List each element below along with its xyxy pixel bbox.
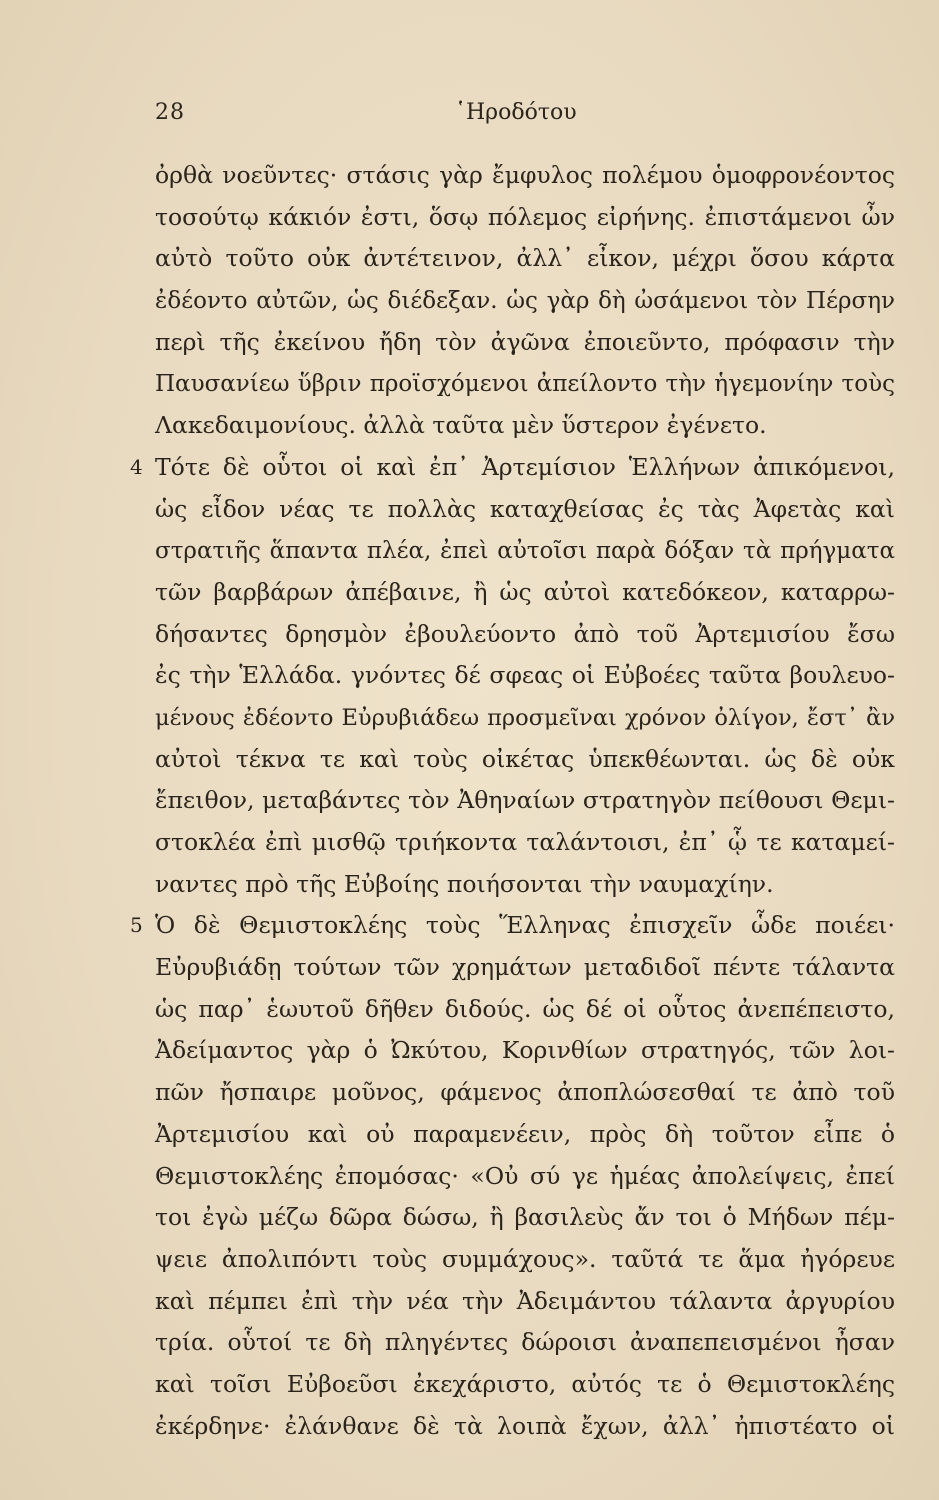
line-text: ὡς παρ᾽ ἑωυτοῦ δῆθεν διδούς. ὡς δέ οἱ οὗτος ἀνεπέπειστο, — [155, 994, 895, 1023]
line-text: μένους ἐδέοντο Εὐρυβιάδεω προσμεῖναι χρόνον ὀλίγον, ἔστ᾽ ἂν — [155, 704, 895, 731]
text-line — [155, 280, 895, 322]
text-line — [155, 238, 895, 280]
line-text: ὡς εἶδον νέας τε πολλὰς καταχθείσας ἐς τὰς Ἀφετὰς καὶ — [155, 494, 895, 523]
text-line — [155, 1364, 895, 1406]
text-line — [155, 822, 895, 864]
text-line — [155, 864, 895, 906]
text-line — [155, 1114, 895, 1156]
line-text: Ἀδείμαντος γὰρ ὁ Ὠκύτου, Κορινθίων στρατηγός, τῶν λοι- — [155, 1036, 895, 1065]
body-text — [130, 155, 895, 1447]
line-text: τοι ἐγὼ μέζω δῶρα δώσω, ἢ βασιλεὺς ἄν τοι ὁ Μήδων πέμ- — [155, 1203, 895, 1232]
text-line — [130, 447, 895, 489]
text-line — [155, 1072, 895, 1114]
running-title: ῾Ηροδότου — [455, 100, 577, 125]
text-line — [155, 405, 895, 447]
text-line — [155, 697, 895, 739]
text-line — [155, 739, 895, 781]
section-number: 4 — [130, 454, 143, 479]
line-text: περὶ τῆς ἐκείνου ἤδη τὸν ἀγῶνα ἐποιεῦντο, πρόφασιν τὴν — [155, 327, 895, 356]
line-text: καὶ τοῖσι Εὐβοεῦσι ἐκεχάριστο, αὐτός τε ὁ Θεμιστοκλέης — [155, 1369, 895, 1398]
text-line — [155, 1156, 895, 1198]
line-text: καὶ πέμπει ἐπὶ τὴν νέα τὴν Ἀδειμάντου τάλαντα ἀργυρίου — [155, 1286, 895, 1315]
line-text: ἐς τὴν Ἑλλάδα. γνόντες δέ σφεας οἱ Εὐβοέες ταῦτα βουλευο- — [155, 661, 895, 690]
text-line — [155, 1406, 895, 1448]
text-line — [155, 1322, 895, 1364]
page-header — [155, 100, 890, 130]
line-text: δήσαντες δρησμὸν ἐβουλεύοντο ἀπὸ τοῦ Ἀρτεμισίου ἔσω — [155, 619, 895, 648]
text-line — [155, 614, 895, 656]
text-line — [130, 905, 895, 947]
line-text: Τότε δὲ οὗτοι οἱ καὶ ἐπ᾽ Ἀρτεμίσιον Ἑλλήνων ἀπικόμενοι, — [155, 452, 895, 481]
text-line — [155, 572, 895, 614]
text-line — [155, 1197, 895, 1239]
text-line — [155, 155, 895, 197]
line-text: Ὁ δὲ Θεμιστοκλέης τοὺς Ἕλληνας ἐπισχεῖν ὧδε ποιέει· — [155, 911, 895, 940]
text-line — [155, 1239, 895, 1281]
line-text: τοσούτῳ κάκιόν ἐστι, ὅσῳ πόλεμος εἰρήνης. ἐπιστάμενοι ὦν — [155, 202, 895, 231]
line-text: τῶν βαρβάρων ἀπέβαινε, ἢ ὡς αὐτοὶ κατεδόκεον, καταρρω- — [155, 577, 895, 606]
line-text: πῶν ἤσπαιρε μοῦνος, φάμενος ἀποπλώσεσθαί τε ἀπὸ τοῦ — [155, 1078, 895, 1107]
line-text: Θεμιστοκλέης ἐπομόσας· «Οὐ σύ γε ἡμέας ἀπολείψεις, ἐπεί — [155, 1161, 895, 1190]
line-text: ναντες πρὸ τῆς Εὐβοίης ποιήσονται τὴν ναυμαχίην. — [155, 869, 774, 898]
line-text: ἔπειθον, μεταβάντες τὸν Ἀθηναίων στρατηγὸν πείθουσι Θεμι- — [155, 786, 895, 815]
line-text: στρατιῆς ἅπαντα πλέα, ἐπεὶ αὐτοῖσι παρὰ δόξαν τὰ πρήγματα — [155, 538, 895, 565]
text-line — [155, 489, 895, 531]
text-line — [155, 989, 895, 1031]
line-text: τρία. οὗτοί τε δὴ πληγέντες δώροισι ἀναπεπεισμένοι ἦσαν — [155, 1328, 895, 1357]
line-text: ἐδέοντο αὐτῶν, ὡς διέδεξαν. ὡς γὰρ δὴ ὠσάμενοι τὸν Πέρσην — [155, 288, 895, 315]
line-text: στοκλέα ἐπὶ μισθῷ τριήκοντα ταλάντοισι, ἐπ᾽ ᾧ τε καταμεί- — [155, 828, 895, 856]
line-text: ἐκέρδηνε· ἐλάνθανε δὲ τὰ λοιπὰ ἔχων, ἀλλ᾽ ἠπιστέατο οἱ — [155, 1411, 895, 1440]
text-line — [155, 780, 895, 822]
section-number: 5 — [130, 913, 143, 938]
text-line — [155, 947, 895, 989]
line-text: αὐτὸ τοῦτο οὐκ ἀντέτεινον, ἀλλ᾽ εἶκον, μέχρι ὅσου κάρτα — [155, 244, 895, 273]
text-line — [155, 197, 895, 239]
text-line — [155, 655, 895, 697]
page-number: 28 — [155, 100, 185, 125]
text-line — [155, 322, 895, 364]
line-text: Λακεδαιμονίους. ἀλλὰ ταῦτα μὲν ὕστερον ἐγένετο. — [155, 411, 767, 440]
line-text: Παυσανίεω ὕβριν προϊσχόμενοι ἀπείλοντο τὴν ἡγεμονίην τοὺς — [155, 371, 895, 398]
text-line — [155, 530, 895, 572]
text-line — [155, 1030, 895, 1072]
line-text: Εὐρυβιάδῃ τούτων τῶν χρημάτων μεταδιδοῖ πέντε τάλαντα — [155, 953, 895, 982]
line-text: ψειε ἀπολιπόντι τοὺς συμμάχους». ταῦτά τε ἅμα ἠγόρευε — [155, 1244, 895, 1273]
line-text: ὀρθὰ νοεῦντες· στάσις γὰρ ἔμφυλος πολέμου ὁμοφρονέοντος — [155, 161, 895, 189]
text-line — [155, 1281, 895, 1323]
text-line — [155, 363, 895, 405]
line-text: αὐτοὶ τέκνα τε καὶ τοὺς οἰκέτας ὑπεκθέωνται. ὡς δὲ οὐκ — [155, 744, 895, 773]
line-text: Ἀρτεμισίου καὶ οὐ παραμενέειν, πρὸς δὴ τοῦτον εἶπε ὁ — [155, 1119, 895, 1148]
